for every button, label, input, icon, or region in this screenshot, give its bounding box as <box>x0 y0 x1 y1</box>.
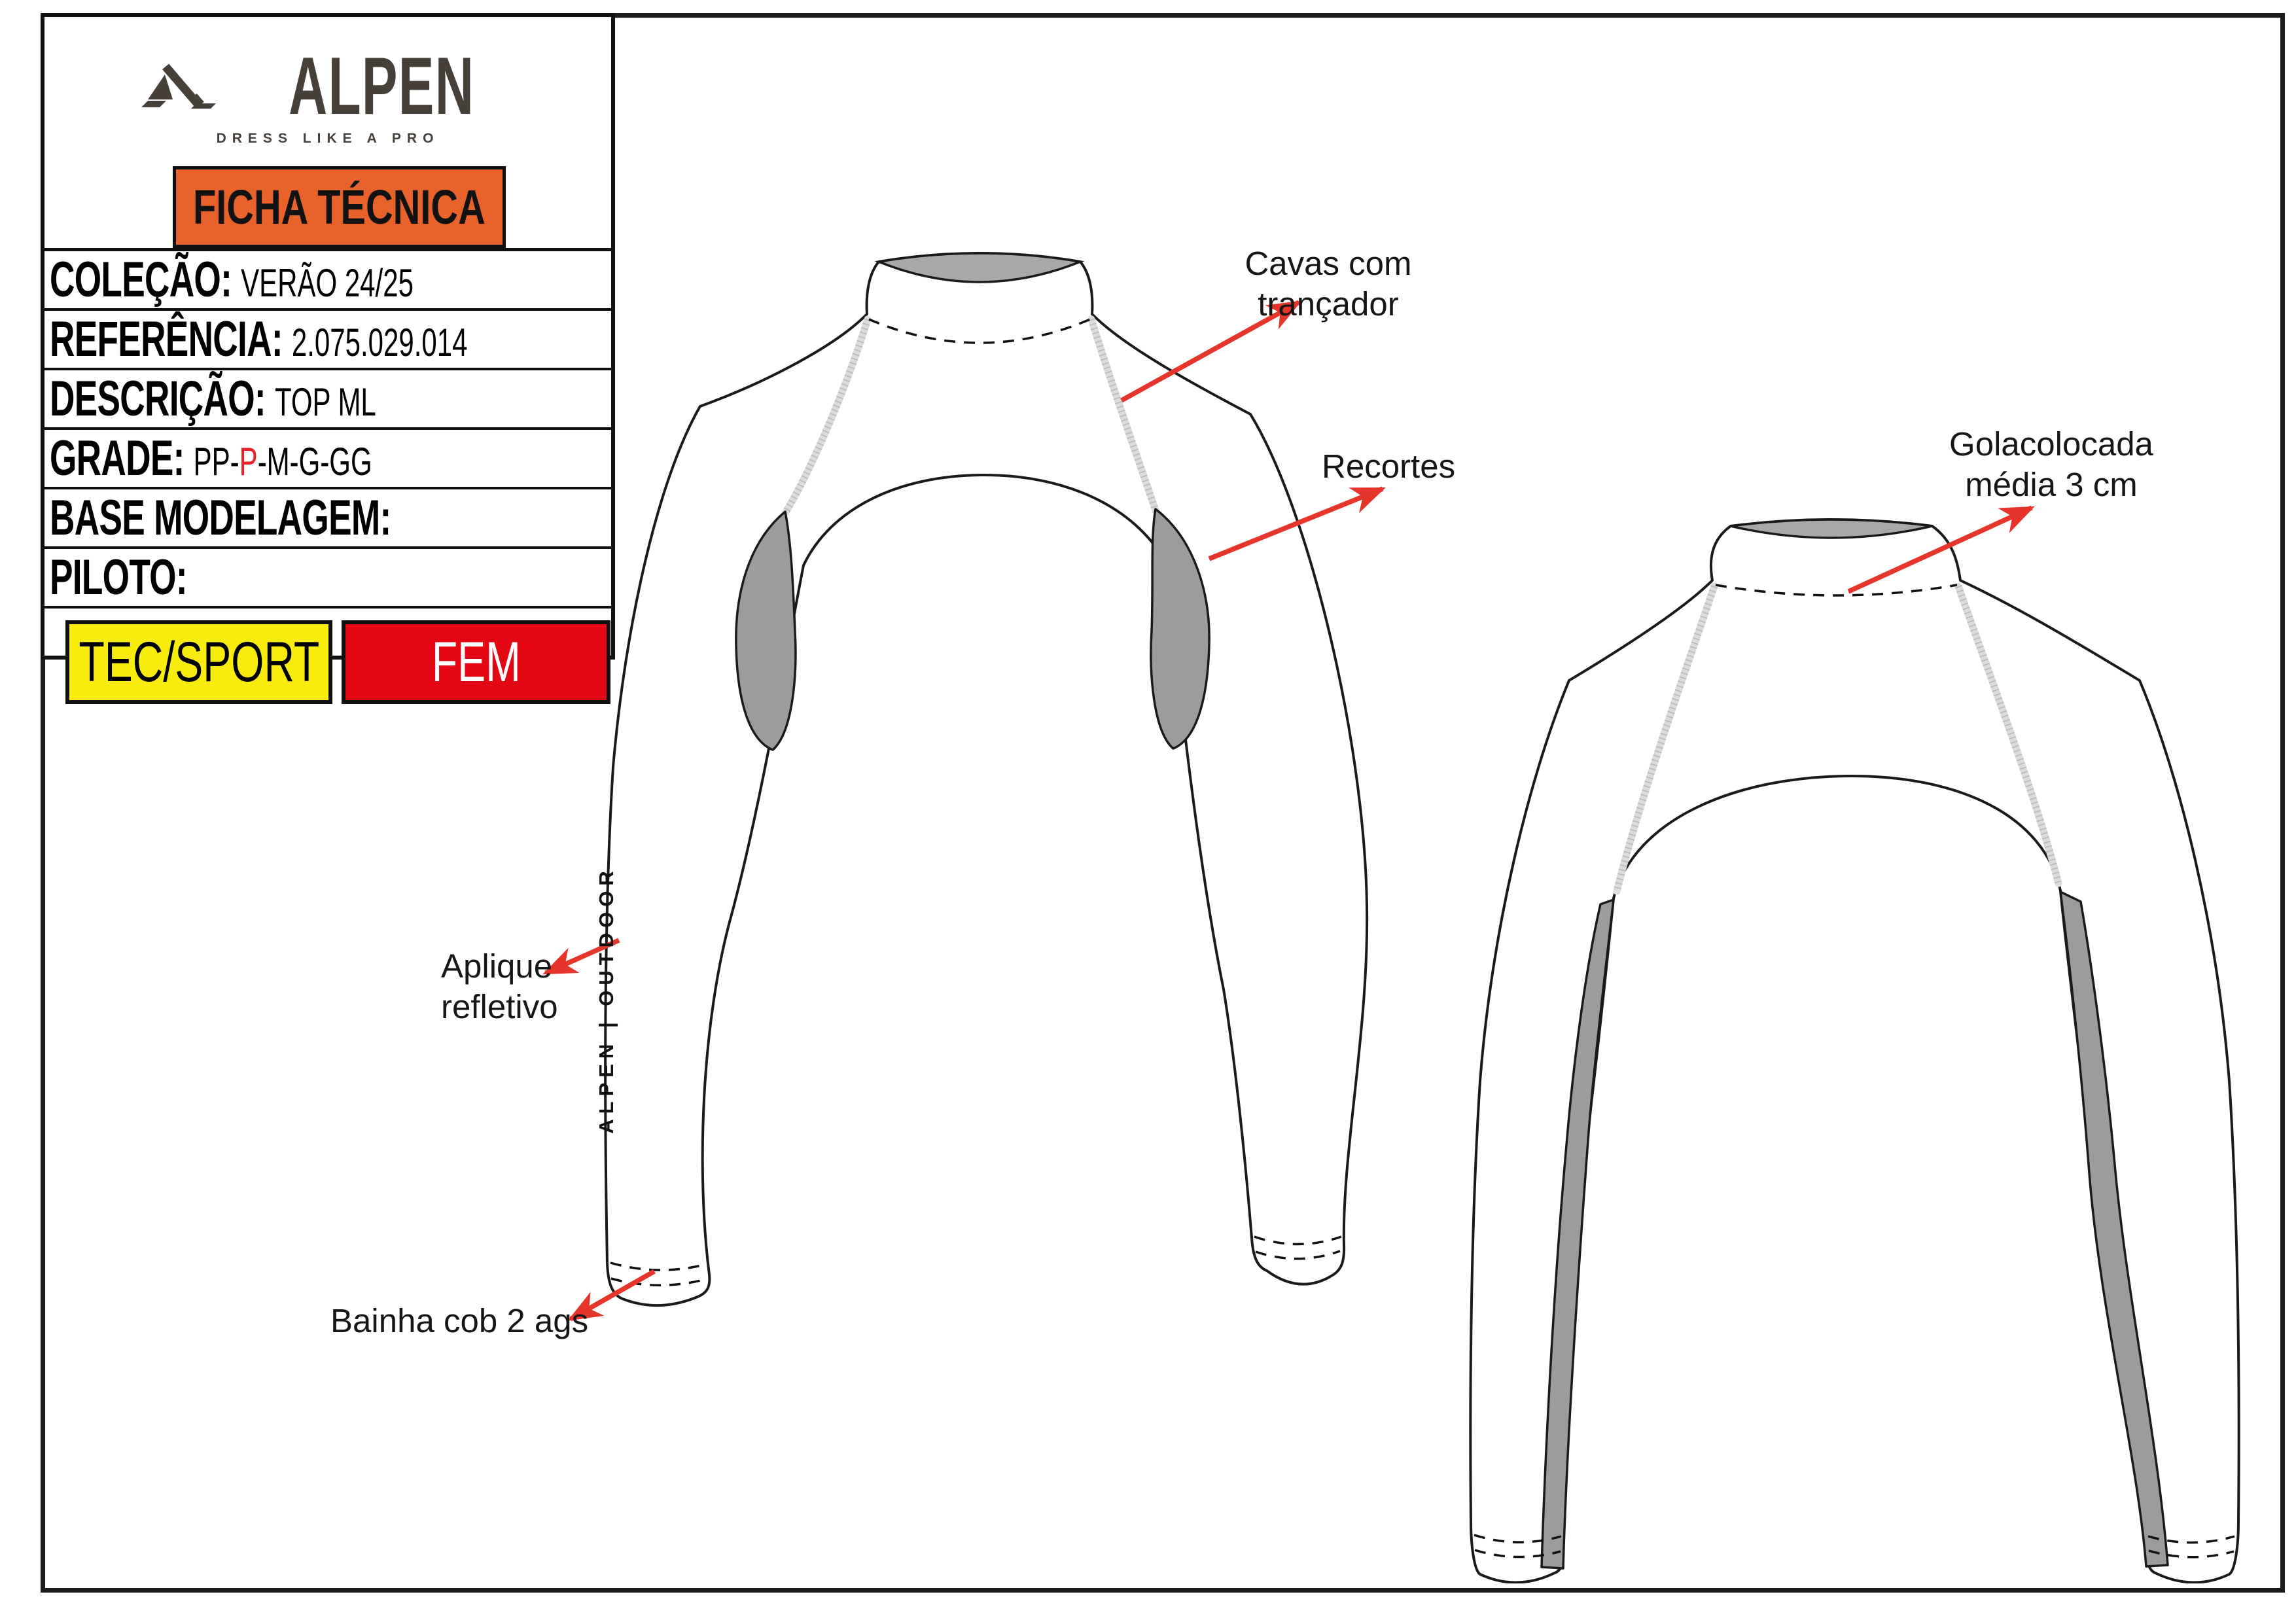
annotation-bainha: Bainha cob 2 ags <box>330 1302 589 1339</box>
annotation-gola: Golacolocada média 3 cm <box>1949 425 2153 503</box>
base-modelagem-label: BASE MODELAGEM: <box>50 490 391 546</box>
referencia-label: REFERÊNCIA: <box>50 311 283 367</box>
sleeve-print-text: ALPEN | OUTDOOR <box>595 866 618 1134</box>
brand-tagline: DRESS LIKE A PRO <box>216 131 440 146</box>
colecao-value: VERÃO 24/25 <box>241 261 414 305</box>
annotation-aplique: Aplique refletivo <box>441 947 558 1025</box>
grade-value: PP-P-M-G-GG <box>193 440 372 484</box>
doc-title: FICHA TÉCNICA <box>193 180 486 234</box>
arrow-gola <box>1848 508 2032 591</box>
descricao-label: DESCRIÇÃO: <box>50 371 266 427</box>
descricao-value: TOP ML <box>274 380 376 424</box>
grade-highlight-size: P <box>239 440 258 484</box>
tag-fem: FEM <box>342 620 610 704</box>
referencia-value: 2.075.029.014 <box>291 321 468 364</box>
tag-tec-sport: TEC/SPORT <box>65 620 332 704</box>
piloto-label: PILOTO: <box>50 550 187 605</box>
annotation-recortes: Recortes <box>1322 448 1456 485</box>
annotation-cavas: Cavas com trançador <box>1245 245 1412 323</box>
colecao-label: COLEÇÃO: <box>50 252 232 308</box>
brand-name: ALPEN <box>289 41 474 132</box>
grade-label: GRADE: <box>50 431 185 486</box>
arrow-recortes <box>1209 489 1383 559</box>
